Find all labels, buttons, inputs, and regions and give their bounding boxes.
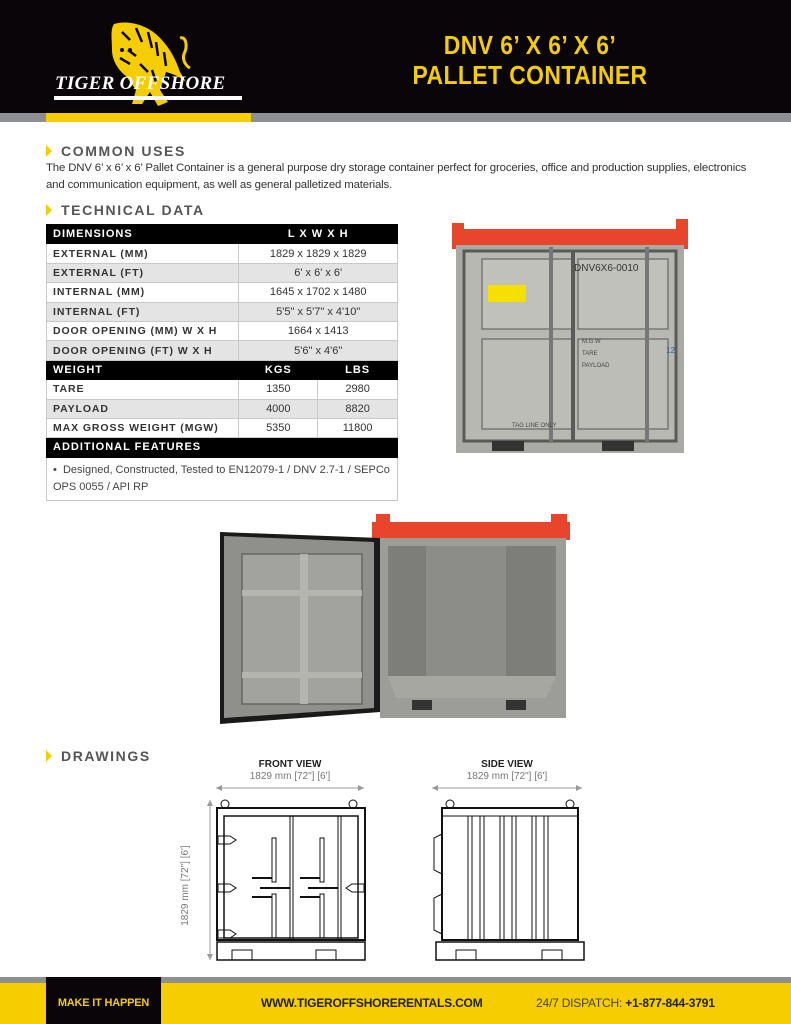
- table-row: [47, 418, 398, 437]
- table-row: [47, 341, 398, 360]
- lbs-header: LBS: [318, 360, 398, 379]
- row-kgs: 4000: [239, 399, 318, 418]
- side-view-width-dimension: 1829 mm [72"] [6']: [466, 771, 548, 782]
- section-title: TECHNICAL DATA: [61, 202, 205, 218]
- common-uses-heading: [46, 143, 186, 159]
- mgw-marking: M.G.W: [582, 339, 601, 345]
- section-arrow-icon: [46, 145, 52, 157]
- payload-marking: PAYLOAD: [582, 363, 610, 369]
- technical-data-table: [46, 224, 398, 501]
- table-row: [47, 283, 398, 302]
- dispatch-label: 24/7 DISPATCH:: [536, 996, 623, 1010]
- logo-underline: [54, 96, 242, 100]
- page-header: [0, 0, 791, 113]
- table-row: [47, 399, 398, 418]
- dimensions-header-row: [47, 225, 398, 244]
- row-value: 1664 x 1413: [239, 321, 398, 340]
- side-view-title: SIDE VIEW: [481, 759, 533, 770]
- tare-marking: TARE: [582, 351, 598, 357]
- row-lbs: 2980: [318, 380, 398, 399]
- container-number-marking: 12: [666, 346, 675, 355]
- front-view-title: FRONT VIEW: [258, 759, 322, 770]
- row-lbs: 11800: [318, 418, 398, 437]
- weight-header-row: [47, 360, 398, 379]
- front-view-height-dimension: 1829 mm [72"] [6']: [179, 845, 191, 926]
- section-arrow-icon: [46, 750, 52, 762]
- header-stripe-accent: [46, 113, 251, 122]
- row-value: 1829 x 1829 x 1829: [239, 244, 398, 263]
- table-row: [47, 302, 398, 321]
- row-lbs: 8820: [318, 399, 398, 418]
- dimensions-header-value: L X W X H: [239, 225, 398, 244]
- row-label: INTERNAL (FT): [47, 302, 239, 321]
- row-label: INTERNAL (MM): [47, 283, 239, 302]
- row-value: 5'6" x 4'6": [239, 341, 398, 360]
- page-title: [398, 30, 662, 90]
- title-line-1: DNV 6’ X 6’ X 6’: [443, 30, 617, 60]
- logo-wordmark: TIGER OFFSHORE: [55, 73, 226, 94]
- open-container-photo: [216, 512, 570, 732]
- container-id-marking: DNV6X6-0010: [574, 263, 639, 274]
- website-link[interactable]: WWW.TIGEROFFSHORERENTALS.COM: [261, 996, 483, 1010]
- dimensions-header-label: DIMENSIONS: [47, 225, 239, 244]
- section-title: DRAWINGS: [61, 748, 151, 764]
- closed-container-photo: [452, 219, 688, 457]
- slogan-box: [46, 977, 161, 1024]
- row-label: TARE: [47, 380, 239, 399]
- side-view-drawing: [430, 784, 590, 964]
- row-kgs: 5350: [239, 418, 318, 437]
- section-arrow-icon: [46, 204, 52, 216]
- table-row: [47, 263, 398, 282]
- feature-item: Designed, Constructed, Tested to EN12079-1 / DNV 2.7-1 / SEPCo OPS 0055 / API RP: [53, 463, 390, 493]
- table-row: [47, 321, 398, 340]
- features-header: ADDITIONAL FEATURES: [47, 438, 398, 457]
- title-line-2: PALLET CONTAINER: [412, 60, 648, 90]
- row-label: MAX GROSS WEIGHT (MGW): [47, 418, 239, 437]
- row-kgs: 1350: [239, 380, 318, 399]
- row-value: 6' x 6' x 6': [239, 263, 398, 282]
- features-header-row: [47, 438, 398, 457]
- row-value: 5'5" x 5'7" x 4'10": [239, 302, 398, 321]
- dispatch-phone-link[interactable]: +1-877-844-3791: [625, 996, 715, 1010]
- front-view-width-dimension: 1829 mm [72"] [6']: [249, 771, 331, 782]
- common-uses-text: The DNV 6’ x 6’ x 6’ Pallet Container is a general purpose dry storage container perfect for groceries, office and production supplies, electronics and communication equipment, as well as general palletized materials.: [46, 162, 747, 191]
- dispatch-info: [536, 996, 715, 1010]
- table-row: [47, 244, 398, 263]
- row-label: EXTERNAL (FT): [47, 263, 239, 282]
- row-label: EXTERNAL (MM): [47, 244, 239, 263]
- slogan-text: MAKE IT HAPPEN: [57, 996, 150, 1009]
- tiger-offshore-logo: [52, 20, 247, 112]
- row-value: 1645 x 1702 x 1480: [239, 283, 398, 302]
- header-stripe: [0, 113, 791, 122]
- tag-line-marking: TAG LINE ONLY: [512, 423, 557, 429]
- section-title: COMMON USES: [61, 143, 186, 159]
- bullet-icon: •: [53, 463, 63, 476]
- front-view-drawing: [200, 784, 390, 964]
- row-label: DOOR OPENING (FT) W X H: [47, 341, 239, 360]
- drawings-heading: [46, 748, 151, 764]
- kgs-header: KGS: [239, 360, 318, 379]
- table-row: [47, 380, 398, 399]
- features-cell: [47, 457, 398, 500]
- weight-header-label: WEIGHT: [47, 360, 239, 379]
- row-label: DOOR OPENING (MM) W X H: [47, 321, 239, 340]
- features-row: [47, 457, 398, 500]
- row-label: PAYLOAD: [47, 399, 239, 418]
- technical-data-heading: [46, 202, 205, 218]
